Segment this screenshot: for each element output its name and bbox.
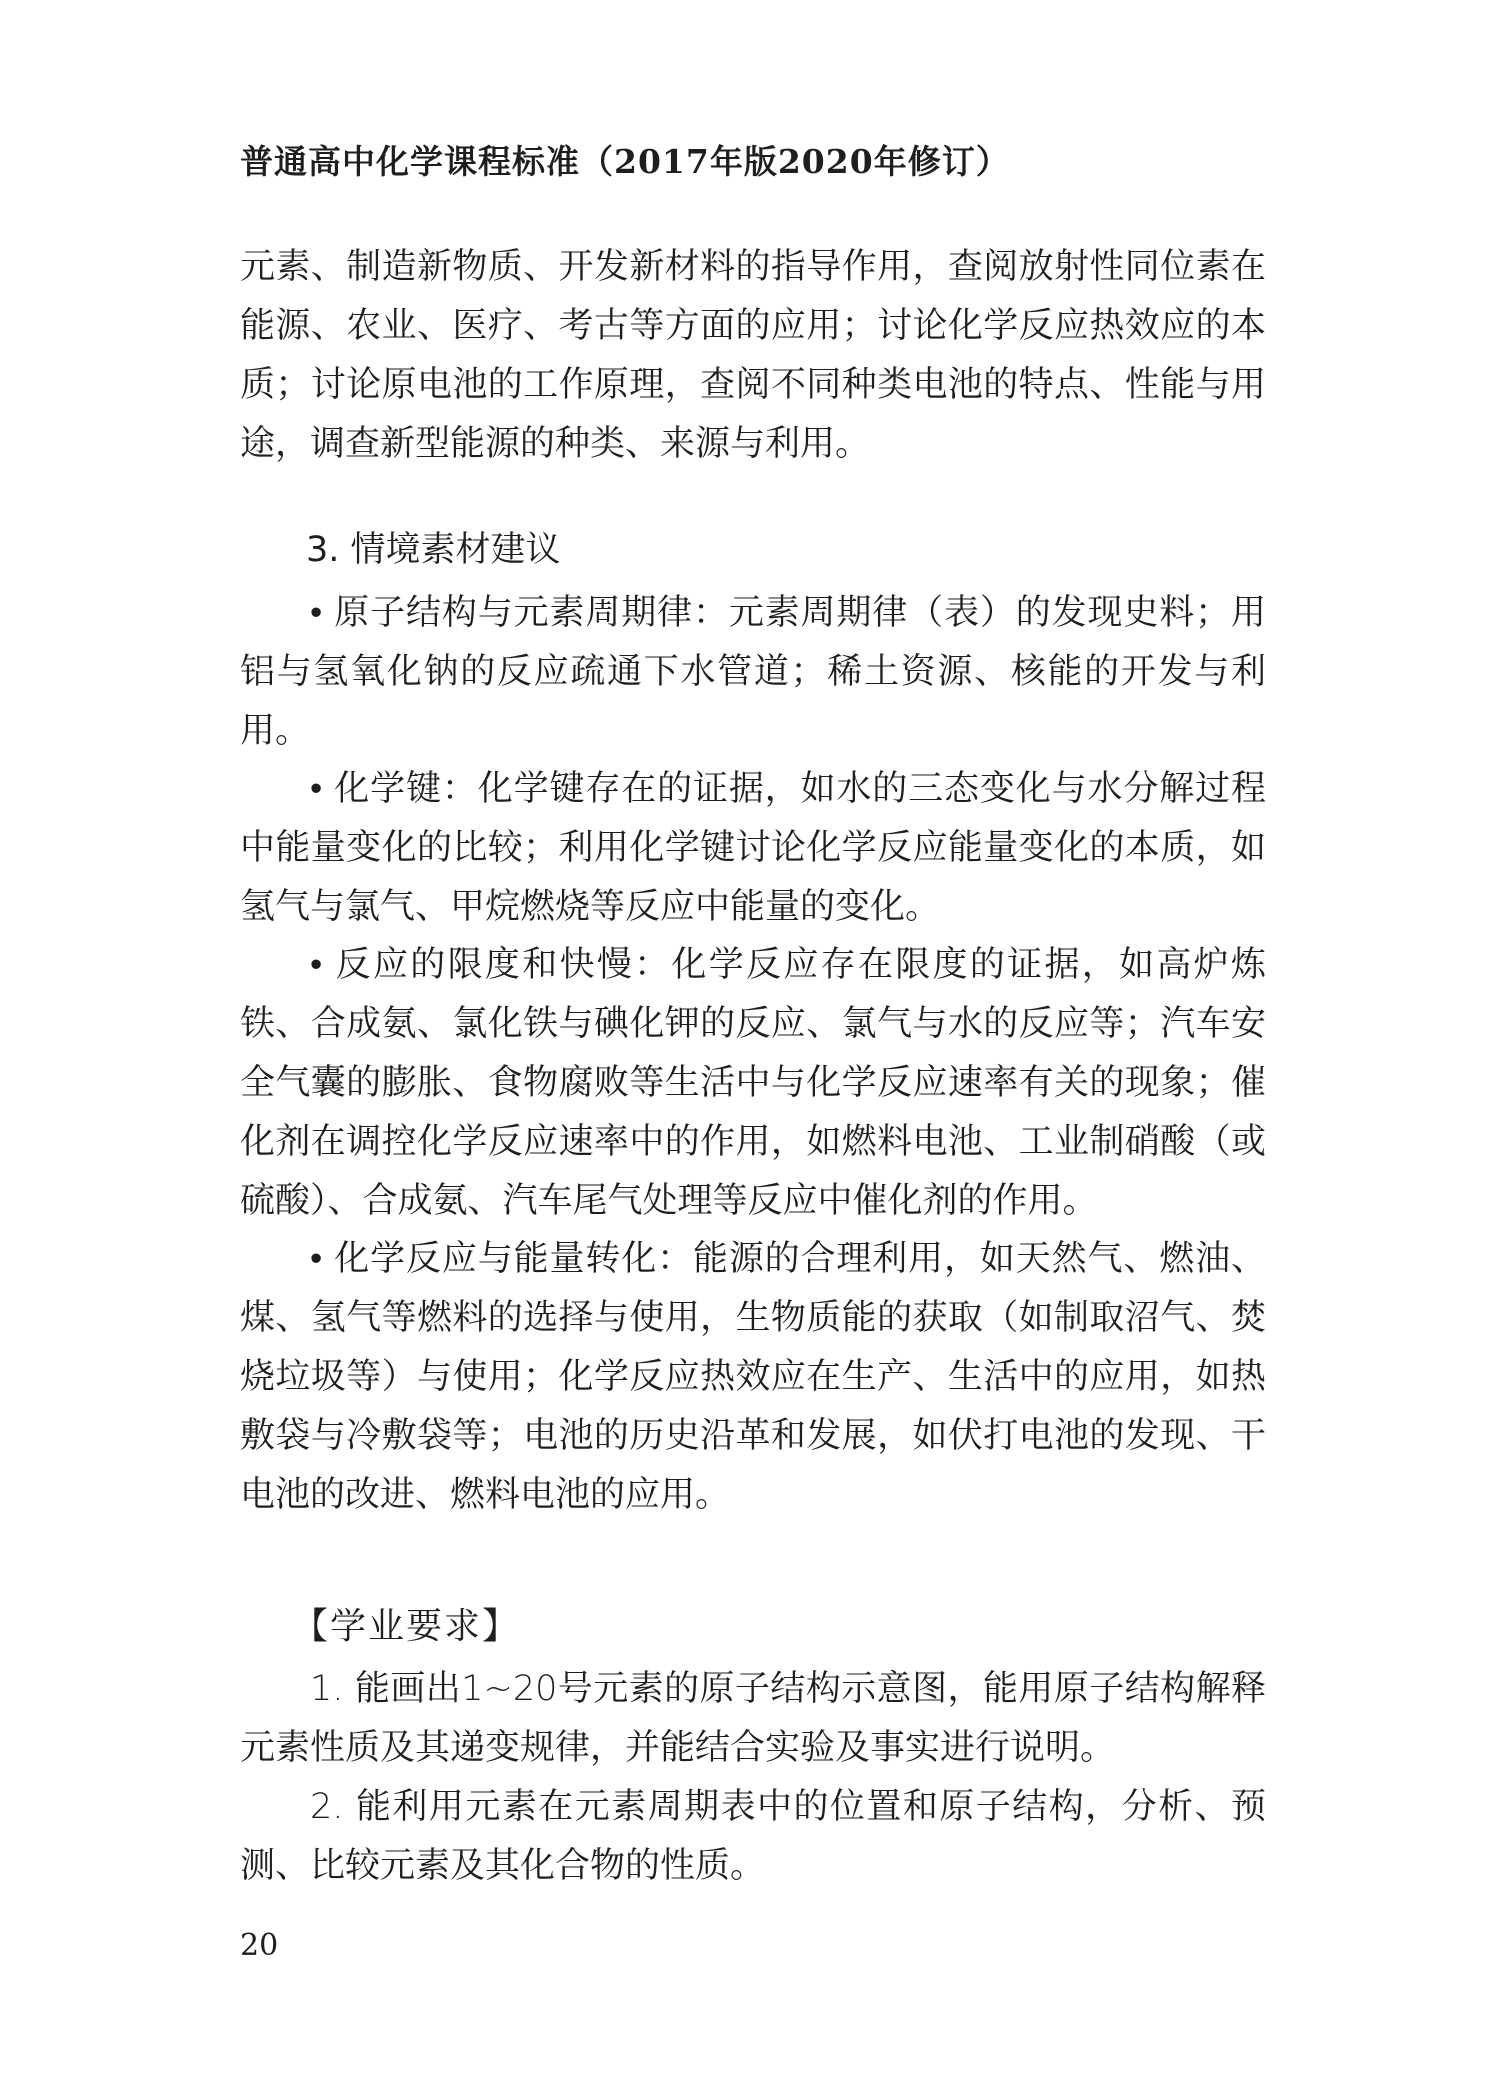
requirement-item-2: 2. 能利用元素在元素周期表中的位置和原子结构，分析、预测、比较元素及其化合物的性质。 (240, 1787, 1266, 1886)
list-item-reaction-rate: • 反应的限度和快慢：化学反应存在限度的证据，如高炉炼铁、合成氨、氯化铁与碘化钾的反应、氯气与水的反应等；汽车安全气囊的膨胀、食物腐败等生活中与化学反应速率有关的现象；催化剂在调控化学反应速率中的作用，如燃料电池、工业制硝酸（或硫酸）、合成氨、汽车尾气处理等反应中催化剂的作用。 (240, 945, 1266, 1221)
requirement-item-1: 1. 能画出1~20号元素的原子结构示意图，能用原子结构解释元素性质及其递变规律，并能结合实验及事实进行说明。 (240, 1669, 1266, 1768)
section-heading: 3. 情境素材建议 (306, 530, 561, 570)
requirements-heading: 【学业要求】 (292, 1606, 521, 1647)
page-number: 20 (240, 1928, 279, 1963)
list-item-atomic-structure: • 原子结构与元素周期律：元素周期律（表）的发现史料；用铝与氢氧化钠的反应疏通下水管道；稀土资源、核能的开发与利用。 (240, 593, 1266, 751)
running-header: 普通高中化学课程标准（2017年版2020年修订） (240, 142, 1010, 181)
intro-paragraph: 元素、制造新物质、开发新材料的指导作用，查阅放射性同位素在能源、农业、医疗、考古等方面的应用；讨论化学反应热效应的本质；讨论原电池的工作原理，查阅不同种类电池的特点、性能与用途，调查新型能源的种类、来源与利用。 (240, 247, 1266, 464)
list-item-chemical-bond: • 化学键：化学键存在的证据，如水的三态变化与水分解过程中能量变化的比较；利用化学键讨论化学反应能量变化的本质，如氢气与氯气、甲烷燃烧等反应中能量的变化。 (240, 769, 1266, 927)
list-item-energy-conversion: • 化学反应与能量转化：能源的合理利用，如天然气、燃油、煤、氢气等燃料的选择与使用，生物质能的获取（如制取沼气、焚烧垃圾等）与使用；化学反应热效应在生产、生活中的应用，如热敷袋与冷敷袋等；电池的历史沿革和发展，如伏打电池的发现、干电池的改进、燃料电池的应用。 (240, 1239, 1266, 1515)
